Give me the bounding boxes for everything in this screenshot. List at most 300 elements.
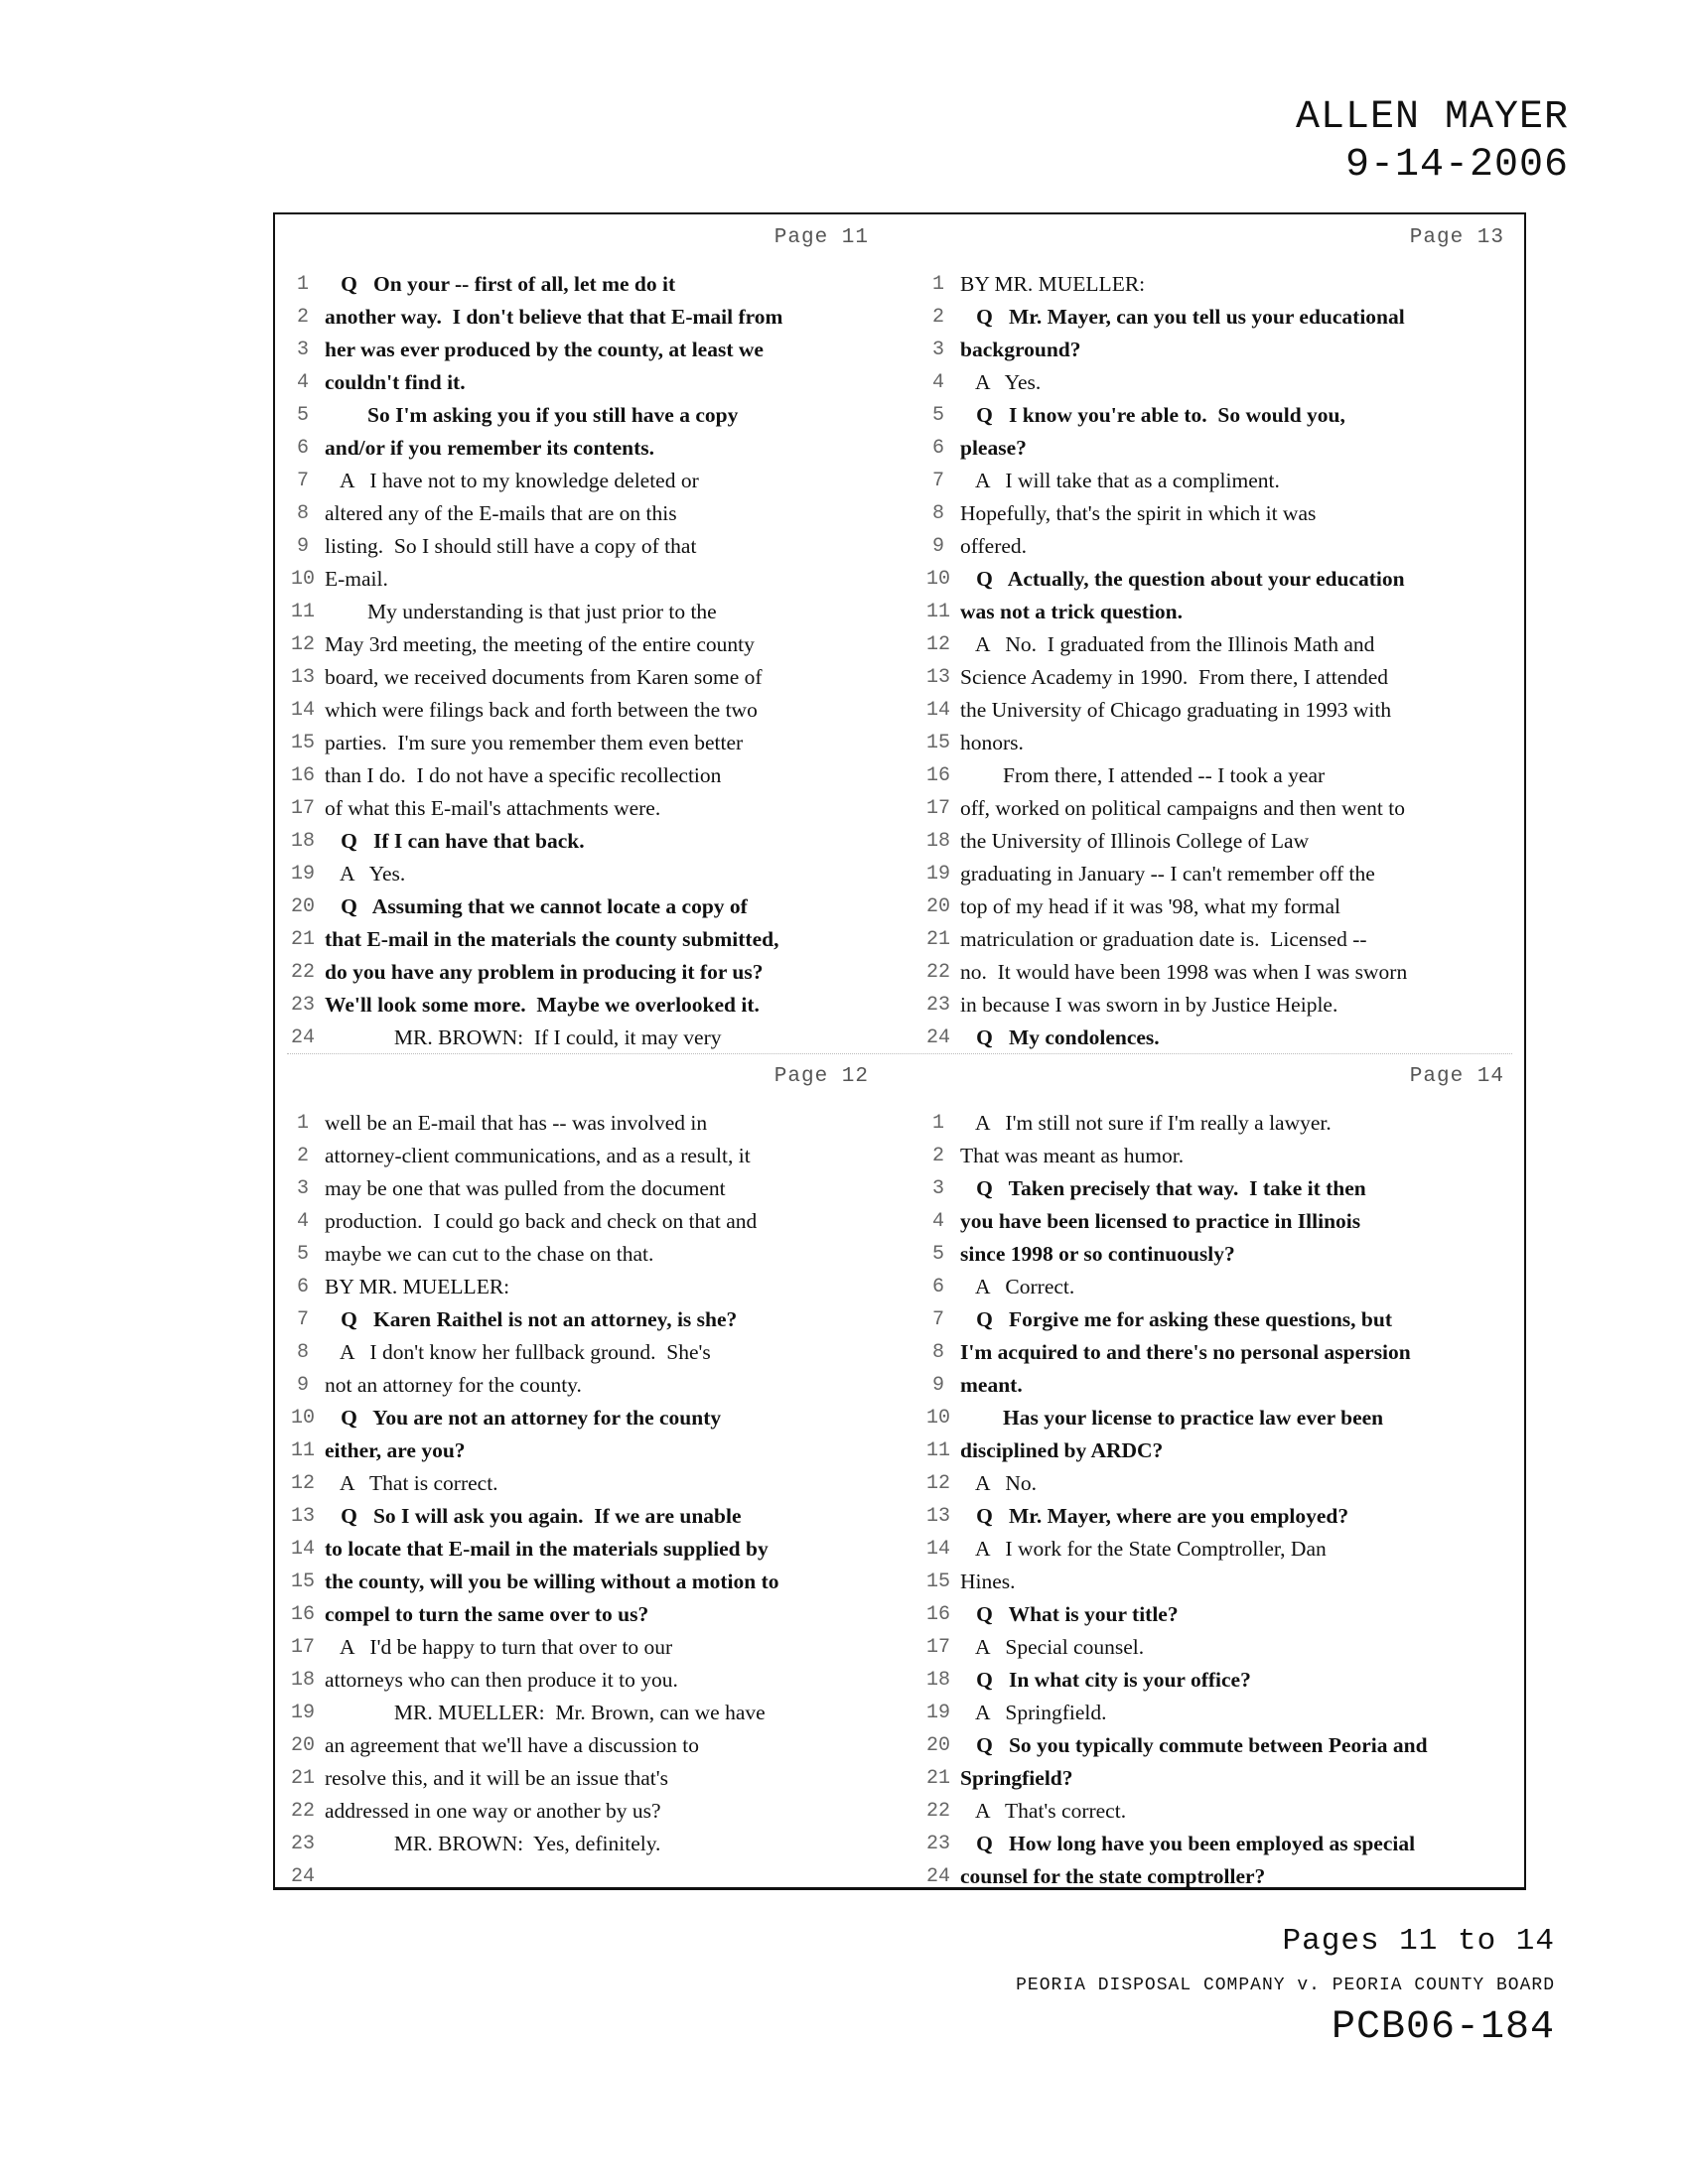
line-text: A I work for the State Comptroller, Dan bbox=[960, 1537, 1327, 1561]
line-text: May 3rd meeting, the meeting of the entire county bbox=[325, 632, 755, 656]
line-number: 14 bbox=[290, 1538, 315, 1561]
transcript-line bbox=[275, 1500, 891, 1533]
transcript-line bbox=[275, 628, 891, 661]
transcript-line bbox=[275, 694, 891, 727]
transcript-line bbox=[275, 1860, 891, 1893]
line-number: 15 bbox=[290, 1570, 315, 1593]
page-title: Page 14 bbox=[1409, 1065, 1504, 1088]
transcript-line bbox=[911, 1022, 1526, 1054]
line-text: do you have any problem in producing it for us? bbox=[325, 960, 764, 984]
transcript-line bbox=[275, 1828, 891, 1860]
transcript-line bbox=[911, 1238, 1526, 1271]
line-text: Q So I will ask you again. If we are unable bbox=[325, 1504, 742, 1528]
line-number: 13 bbox=[925, 1505, 950, 1528]
line-text: that E-mail in the materials the county submitted, bbox=[325, 927, 779, 951]
line-text: Hopefully, that's the spirit in which it was bbox=[960, 501, 1317, 525]
line-text: A I will take that as a compliment. bbox=[960, 469, 1280, 492]
line-text: well be an E-mail that has -- was involved in bbox=[325, 1111, 708, 1135]
line-number: 1 bbox=[296, 1112, 309, 1135]
transcript-line bbox=[275, 1369, 891, 1402]
transcript-line bbox=[911, 923, 1526, 956]
line-number: 3 bbox=[931, 339, 944, 361]
line-text: A I have not to my knowledge deleted or bbox=[325, 469, 699, 492]
line-number: 8 bbox=[931, 1341, 944, 1364]
line-text: A That's correct. bbox=[960, 1799, 1127, 1823]
line-number: 16 bbox=[290, 1603, 315, 1626]
line-number: 20 bbox=[290, 1734, 315, 1757]
line-number: 17 bbox=[925, 797, 950, 820]
deponent-name: ALLEN MAYER bbox=[1295, 95, 1569, 140]
line-number: 14 bbox=[925, 699, 950, 722]
transcript-line bbox=[275, 334, 891, 366]
line-text: may be one that was pulled from the document bbox=[325, 1176, 726, 1200]
transcript-line bbox=[275, 1022, 891, 1054]
line-number: 9 bbox=[931, 1374, 944, 1397]
line-number: 10 bbox=[925, 1407, 950, 1430]
transcript-line bbox=[275, 465, 891, 497]
line-number: 21 bbox=[290, 1767, 315, 1790]
line-text: meant. bbox=[960, 1373, 1023, 1397]
line-number: 21 bbox=[290, 928, 315, 951]
page-range: Pages 11 to 14 bbox=[1282, 1924, 1555, 1959]
transcript-line bbox=[275, 661, 891, 694]
line-text: attorney-client communications, and as a result, it bbox=[325, 1144, 751, 1167]
transcript-line bbox=[911, 497, 1526, 530]
line-text: since 1998 or so continuously? bbox=[960, 1242, 1235, 1266]
transcript-line bbox=[275, 497, 891, 530]
line-text: off, worked on political campaigns and then went to bbox=[960, 796, 1406, 820]
transcript-line bbox=[275, 956, 891, 989]
line-text: of what this E-mail's attachments were. bbox=[325, 796, 661, 820]
line-number: 7 bbox=[296, 1308, 309, 1331]
line-text: background? bbox=[960, 338, 1081, 361]
line-number: 17 bbox=[925, 1636, 950, 1659]
line-number: 3 bbox=[296, 339, 309, 361]
line-text: to locate that E-mail in the materials supplied by bbox=[325, 1537, 769, 1561]
line-number: 12 bbox=[925, 633, 950, 656]
line-text: altered any of the E-mails that are on this bbox=[325, 501, 677, 525]
transcript-line bbox=[911, 1336, 1526, 1369]
transcript-line bbox=[275, 1303, 891, 1336]
line-number: 11 bbox=[925, 1439, 950, 1462]
line-text: her was ever produced by the county, at least we bbox=[325, 338, 764, 361]
line-text: matriculation or graduation date is. Licensed -- bbox=[960, 927, 1367, 951]
line-text: So I'm asking you if you still have a copy bbox=[325, 403, 739, 427]
transcript-line bbox=[275, 1434, 891, 1467]
line-number: 22 bbox=[290, 1800, 315, 1823]
transcript-line bbox=[275, 858, 891, 890]
line-number: 6 bbox=[931, 1276, 944, 1298]
line-number: 2 bbox=[931, 306, 944, 329]
line-number: 4 bbox=[296, 371, 309, 394]
line-number: 9 bbox=[296, 1374, 309, 1397]
transcript-line bbox=[275, 268, 891, 301]
transcript-line bbox=[275, 923, 891, 956]
line-number: 23 bbox=[290, 994, 315, 1017]
line-number: 19 bbox=[925, 1702, 950, 1724]
line-number: 20 bbox=[925, 1734, 950, 1757]
line-text: which were filings back and forth between the two bbox=[325, 698, 758, 722]
line-text: Q Taken precisely that way. I take it then bbox=[960, 1176, 1366, 1200]
line-number: 23 bbox=[925, 1833, 950, 1855]
transcript-line bbox=[911, 1303, 1526, 1336]
line-text: not an attorney for the county. bbox=[325, 1373, 582, 1397]
transcript-line bbox=[275, 989, 891, 1022]
line-number: 24 bbox=[290, 1865, 315, 1888]
transcript-line bbox=[911, 530, 1526, 563]
line-text: Science Academy in 1990. From there, I attended bbox=[960, 665, 1389, 689]
transcript-line bbox=[911, 301, 1526, 334]
transcript-line bbox=[911, 1828, 1526, 1860]
line-text: Q So you typically commute between Peoria and bbox=[960, 1733, 1428, 1757]
transcript-line bbox=[275, 596, 891, 628]
line-number: 20 bbox=[290, 895, 315, 918]
line-text: an agreement that we'll have a discussion to bbox=[325, 1733, 700, 1757]
line-text: no. It would have been 1998 was when I was sworn bbox=[960, 960, 1408, 984]
line-text: MR. BROWN: Yes, definitely. bbox=[325, 1832, 661, 1855]
line-text: another way. I don't believe that that E-mail from bbox=[325, 305, 783, 329]
transcript-line bbox=[911, 596, 1526, 628]
line-text: than I do. I do not have a specific recollection bbox=[325, 763, 722, 787]
line-number: 4 bbox=[931, 371, 944, 394]
line-text: A Correct. bbox=[960, 1275, 1075, 1298]
line-number: 6 bbox=[296, 1276, 309, 1298]
line-text: attorneys who can then produce it to you. bbox=[325, 1668, 678, 1692]
line-number: 6 bbox=[296, 437, 309, 460]
transcript-line bbox=[275, 1205, 891, 1238]
line-text: Q You are not an attorney for the county bbox=[325, 1406, 722, 1430]
line-text: the University of Illinois College of Law bbox=[960, 829, 1310, 853]
transcript-line bbox=[911, 1271, 1526, 1303]
line-text: compel to turn the same over to us? bbox=[325, 1602, 649, 1626]
line-number: 7 bbox=[931, 470, 944, 492]
transcript-line bbox=[911, 1402, 1526, 1434]
line-number: 10 bbox=[290, 1407, 315, 1430]
transcript-line bbox=[275, 727, 891, 759]
line-text: BY MR. MUELLER: bbox=[960, 272, 1146, 296]
line-number: 4 bbox=[296, 1210, 309, 1233]
line-text: Q What is your title? bbox=[960, 1602, 1179, 1626]
line-number: 10 bbox=[925, 568, 950, 591]
line-text: please? bbox=[960, 436, 1027, 460]
transcript-line bbox=[275, 1795, 891, 1828]
transcript-line bbox=[911, 661, 1526, 694]
line-number: 4 bbox=[931, 1210, 944, 1233]
line-text: graduating in January -- I can't remember off the bbox=[960, 862, 1375, 886]
line-number: 22 bbox=[290, 961, 315, 984]
page-panel-11 bbox=[275, 214, 891, 1053]
line-number: 12 bbox=[290, 633, 315, 656]
line-text: either, are you? bbox=[325, 1438, 466, 1462]
transcript-line bbox=[275, 825, 891, 858]
line-number: 23 bbox=[290, 1833, 315, 1855]
line-text: A I'm still not sure if I'm really a lawyer. bbox=[960, 1111, 1332, 1135]
transcript-line bbox=[911, 1500, 1526, 1533]
transcript-line bbox=[275, 792, 891, 825]
line-text: you have been licensed to practice in Illinois bbox=[960, 1209, 1361, 1233]
transcript-line bbox=[275, 1467, 891, 1500]
transcript-line bbox=[275, 1631, 891, 1664]
transcript-line bbox=[911, 1697, 1526, 1729]
transcript-line bbox=[911, 563, 1526, 596]
line-text: top of my head if it was '98, what my formal bbox=[960, 894, 1341, 918]
line-number: 13 bbox=[290, 666, 315, 689]
line-number: 8 bbox=[296, 502, 309, 525]
line-number: 15 bbox=[925, 1570, 950, 1593]
transcript-line bbox=[275, 759, 891, 792]
page-panel-13 bbox=[911, 214, 1526, 1053]
line-number: 14 bbox=[290, 699, 315, 722]
transcript-line bbox=[911, 334, 1526, 366]
transcript-line bbox=[911, 727, 1526, 759]
line-number: 2 bbox=[931, 1145, 944, 1167]
line-number: 17 bbox=[290, 797, 315, 820]
transcript-line bbox=[275, 301, 891, 334]
line-text: E-mail. bbox=[325, 567, 388, 591]
line-number: 22 bbox=[925, 961, 950, 984]
line-text: disciplined by ARDC? bbox=[960, 1438, 1164, 1462]
transcript-line bbox=[275, 1172, 891, 1205]
line-number: 19 bbox=[925, 863, 950, 886]
line-number: 15 bbox=[925, 732, 950, 754]
line-number: 7 bbox=[296, 470, 309, 492]
transcript-line bbox=[911, 1729, 1526, 1762]
line-text: My understanding is that just prior to the bbox=[325, 600, 717, 623]
page-panel-14 bbox=[911, 1053, 1526, 1892]
line-number: 20 bbox=[925, 895, 950, 918]
transcript-line bbox=[911, 465, 1526, 497]
line-text: couldn't find it. bbox=[325, 370, 466, 394]
line-number: 18 bbox=[925, 1669, 950, 1692]
page-title: Page 11 bbox=[773, 226, 869, 249]
line-text: Springfield? bbox=[960, 1766, 1073, 1790]
line-text: A Springfield. bbox=[960, 1701, 1107, 1724]
line-number: 1 bbox=[931, 1112, 944, 1135]
page-title: Page 13 bbox=[1409, 226, 1504, 249]
line-text: was not a trick question. bbox=[960, 600, 1183, 623]
transcript-line bbox=[911, 1598, 1526, 1631]
line-text: listing. So I should still have a copy of that bbox=[325, 534, 697, 558]
transcript-line bbox=[911, 956, 1526, 989]
line-text: That was meant as humor. bbox=[960, 1144, 1185, 1167]
line-number: 22 bbox=[925, 1800, 950, 1823]
transcript-line bbox=[275, 1336, 891, 1369]
line-number: 1 bbox=[931, 273, 944, 296]
transcript-line bbox=[275, 1729, 891, 1762]
line-text: A I don't know her fullback ground. She's bbox=[325, 1340, 711, 1364]
line-number: 13 bbox=[290, 1505, 315, 1528]
line-number: 7 bbox=[931, 1308, 944, 1331]
transcript-line bbox=[275, 1664, 891, 1697]
line-number: 24 bbox=[925, 1865, 950, 1888]
line-number: 8 bbox=[931, 502, 944, 525]
line-text: Q I know you're able to. So would you, bbox=[960, 403, 1345, 427]
line-number: 2 bbox=[296, 306, 309, 329]
line-number: 16 bbox=[925, 764, 950, 787]
transcript-line bbox=[911, 1533, 1526, 1566]
transcript-line bbox=[275, 399, 891, 432]
transcript-line bbox=[911, 1140, 1526, 1172]
line-text: A I'd be happy to turn that over to our bbox=[325, 1635, 673, 1659]
transcript-line bbox=[911, 759, 1526, 792]
line-text: Q Assuming that we cannot locate a copy of bbox=[325, 894, 748, 918]
transcript-line bbox=[911, 890, 1526, 923]
line-text: maybe we can cut to the chase on that. bbox=[325, 1242, 654, 1266]
transcript-line bbox=[911, 628, 1526, 661]
line-number: 14 bbox=[925, 1538, 950, 1561]
line-number: 9 bbox=[931, 535, 944, 558]
line-text: Q Mr. Mayer, where are you employed? bbox=[960, 1504, 1349, 1528]
transcript-line bbox=[275, 1107, 891, 1140]
line-number: 1 bbox=[296, 273, 309, 296]
transcript-line bbox=[275, 1566, 891, 1598]
line-text: A Yes. bbox=[960, 370, 1042, 394]
transcript-line bbox=[275, 563, 891, 596]
line-text: A No. I graduated from the Illinois Math and bbox=[960, 632, 1375, 656]
transcript-line bbox=[275, 890, 891, 923]
line-number: 3 bbox=[931, 1177, 944, 1200]
line-number: 21 bbox=[925, 928, 950, 951]
line-number: 16 bbox=[290, 764, 315, 787]
transcript-line bbox=[911, 1434, 1526, 1467]
line-number: 12 bbox=[290, 1472, 315, 1495]
line-text: the county, will you be willing without a motion to bbox=[325, 1570, 779, 1593]
case-caption: PEORIA DISPOSAL COMPANY v. PEORIA COUNTY BOARD bbox=[1016, 1976, 1555, 1995]
transcript-line bbox=[911, 268, 1526, 301]
transcript-line bbox=[275, 1533, 891, 1566]
transcript-line bbox=[911, 1566, 1526, 1598]
transcript-frame bbox=[273, 212, 1526, 1890]
line-text: We'll look some more. Maybe we overlooked it. bbox=[325, 993, 760, 1017]
line-text: counsel for the state comptroller? bbox=[960, 1864, 1266, 1888]
transcript-line bbox=[275, 1238, 891, 1271]
line-text: and/or if you remember its contents. bbox=[325, 436, 655, 460]
line-text: Q On your -- first of all, let me do it bbox=[325, 272, 676, 296]
line-number: 24 bbox=[290, 1026, 315, 1049]
line-number: 5 bbox=[296, 1243, 309, 1266]
line-number: 10 bbox=[290, 568, 315, 591]
line-number: 3 bbox=[296, 1177, 309, 1200]
line-number: 8 bbox=[296, 1341, 309, 1364]
line-number: 11 bbox=[290, 1439, 315, 1462]
transcript-line bbox=[911, 1369, 1526, 1402]
line-text: A That is correct. bbox=[325, 1471, 498, 1495]
transcript-line bbox=[911, 858, 1526, 890]
transcript-line bbox=[911, 1762, 1526, 1795]
line-text: A Yes. bbox=[325, 862, 406, 886]
line-text: I'm acquired to and there's no personal aspersion bbox=[960, 1340, 1411, 1364]
line-text: Q In what city is your office? bbox=[960, 1668, 1251, 1692]
line-number: 18 bbox=[925, 830, 950, 853]
line-text: A Special counsel. bbox=[960, 1635, 1145, 1659]
transcript-line bbox=[911, 1664, 1526, 1697]
transcript-line bbox=[911, 1205, 1526, 1238]
line-text: Q How long have you been employed as special bbox=[960, 1832, 1416, 1855]
transcript-line bbox=[275, 1140, 891, 1172]
line-number: 16 bbox=[925, 1603, 950, 1626]
transcript-line bbox=[911, 1795, 1526, 1828]
transcript-line bbox=[911, 1631, 1526, 1664]
line-text: parties. I'm sure you remember them even better bbox=[325, 731, 744, 754]
deposition-date: 9-14-2006 bbox=[1344, 143, 1569, 188]
transcript-line bbox=[911, 432, 1526, 465]
line-number: 12 bbox=[925, 1472, 950, 1495]
transcript-line bbox=[911, 1467, 1526, 1500]
transcript-line bbox=[911, 825, 1526, 858]
line-text: offered. bbox=[960, 534, 1028, 558]
line-text: Q Karen Raithel is not an attorney, is she? bbox=[325, 1307, 738, 1331]
line-number: 6 bbox=[931, 437, 944, 460]
case-number: PCB06-184 bbox=[1331, 2005, 1555, 2050]
transcript-line bbox=[275, 1271, 891, 1303]
line-text: in because I was sworn in by Justice Heiple. bbox=[960, 993, 1338, 1017]
line-number: 5 bbox=[931, 404, 944, 427]
line-text: resolve this, and it will be an issue that's bbox=[325, 1766, 669, 1790]
transcript-line bbox=[911, 399, 1526, 432]
line-text: Q If I can have that back. bbox=[325, 829, 585, 853]
line-number: 18 bbox=[290, 1669, 315, 1692]
transcript-line bbox=[911, 694, 1526, 727]
transcript-line bbox=[275, 432, 891, 465]
line-text: Q Mr. Mayer, can you tell us your educational bbox=[960, 305, 1405, 329]
line-text: MR. MUELLER: Mr. Brown, can we have bbox=[325, 1701, 766, 1724]
line-text: production. I could go back and check on that and bbox=[325, 1209, 758, 1233]
page-title: Page 12 bbox=[773, 1065, 869, 1088]
line-number: 17 bbox=[290, 1636, 315, 1659]
page-panel-12 bbox=[275, 1053, 891, 1892]
line-number: 23 bbox=[925, 994, 950, 1017]
line-number: 19 bbox=[290, 1702, 315, 1724]
transcript-line bbox=[911, 1172, 1526, 1205]
line-number: 18 bbox=[290, 830, 315, 853]
line-text: A No. bbox=[960, 1471, 1038, 1495]
line-text: BY MR. MUELLER: bbox=[325, 1275, 510, 1298]
line-text: Q Actually, the question about your education bbox=[960, 567, 1405, 591]
line-number: 2 bbox=[296, 1145, 309, 1167]
transcript-line bbox=[275, 366, 891, 399]
line-text: Q Forgive me for asking these questions, but bbox=[960, 1307, 1392, 1331]
line-text: Hines. bbox=[960, 1570, 1016, 1593]
line-number: 15 bbox=[290, 732, 315, 754]
line-number: 24 bbox=[925, 1026, 950, 1049]
transcript-line bbox=[275, 530, 891, 563]
line-number: 11 bbox=[925, 601, 950, 623]
line-text: board, we received documents from Karen some of bbox=[325, 665, 763, 689]
transcript-line bbox=[911, 1860, 1526, 1893]
line-number: 5 bbox=[931, 1243, 944, 1266]
transcript-line bbox=[275, 1697, 891, 1729]
line-number: 19 bbox=[290, 863, 315, 886]
line-text: addressed in one way or another by us? bbox=[325, 1799, 661, 1823]
line-text: Q My condolences. bbox=[960, 1025, 1160, 1049]
transcript-line bbox=[275, 1402, 891, 1434]
transcript-line bbox=[911, 989, 1526, 1022]
transcript-line bbox=[275, 1598, 891, 1631]
line-number: 13 bbox=[925, 666, 950, 689]
line-text: honors. bbox=[960, 731, 1024, 754]
line-number: 5 bbox=[296, 404, 309, 427]
transcript-line bbox=[911, 792, 1526, 825]
line-text: the University of Chicago graduating in 1993 with bbox=[960, 698, 1392, 722]
line-number: 11 bbox=[290, 601, 315, 623]
transcript-line bbox=[911, 366, 1526, 399]
line-text: From there, I attended -- I took a year bbox=[960, 763, 1326, 787]
line-text: MR. BROWN: If I could, it may very bbox=[325, 1025, 722, 1049]
transcript-line bbox=[911, 1107, 1526, 1140]
line-text: Has your license to practice law ever been bbox=[960, 1406, 1384, 1430]
line-number: 9 bbox=[296, 535, 309, 558]
transcript-line bbox=[275, 1762, 891, 1795]
